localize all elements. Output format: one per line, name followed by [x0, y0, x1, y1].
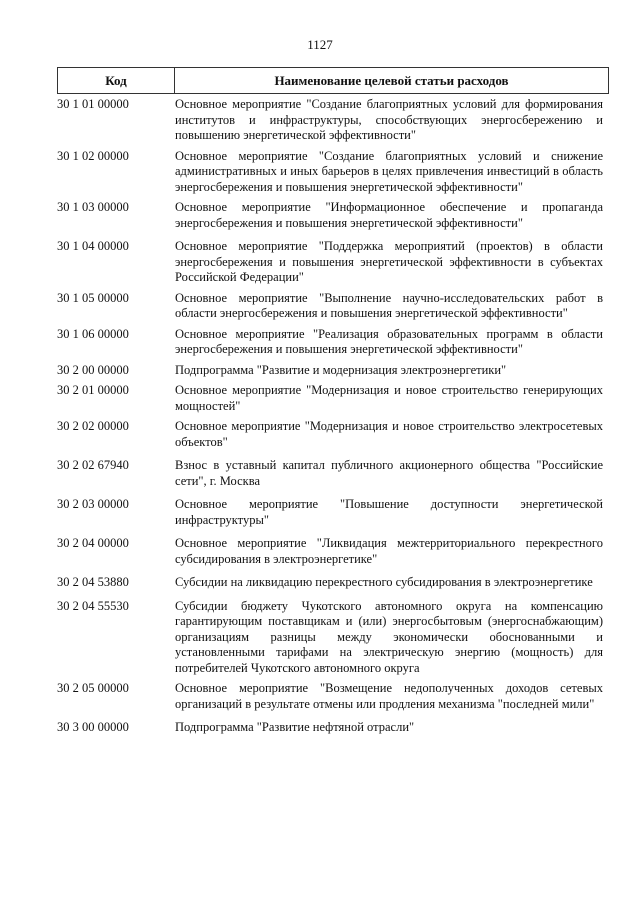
table-row	[57, 327, 609, 358]
row-code: 30 1 06 00000	[57, 326, 129, 341]
row-code: 30 1 02 00000	[57, 148, 129, 163]
row-name: Подпрограмма "Развитие нефтяной отрасли"	[175, 720, 415, 734]
row-name: Взнос в уставный капитал публичного акционерного общества "Российские сети", г. Москва	[175, 458, 603, 488]
row-name: Основное мероприятие "Ликвидация межтерриториального перекрестного субсидирования в электроэнергетике"	[175, 536, 603, 566]
header-code: Код	[58, 68, 175, 93]
row-name: Основное мероприятие "Поддержка мероприятий (проектов) в области энергосбережения и повышения энергетической эффективности в субъектах Российской Федерации"	[175, 239, 603, 284]
page-number: 1127	[307, 37, 333, 52]
row-code: 30 2 05 00000	[57, 681, 129, 695]
row-code: 30 1 03 00000	[57, 200, 129, 214]
row-name: Основное мероприятие "Повышение доступности энергетической инфраструктуры"	[175, 497, 603, 527]
table-row	[57, 149, 609, 196]
row-name: Субсидии бюджету Чукотского автономного округа на компенсацию гарантирующим поставщикам и (или) энергосбытовым (энергоснабжающим) организациям разницы между экономически обоснованными и установленными тарифами на электрическую энергию (мощность) для потребителей Чукотского автономного округа	[175, 598, 603, 675]
row-code: 30 2 01 00000	[57, 383, 129, 397]
table-row	[57, 291, 609, 322]
row-code: 30 1 05 00000	[57, 290, 129, 305]
row-name: Основное мероприятие "Создание благоприятных условий для формирования институтов и инфраструктуры, способствующих энергосбережению и повышению энергетической эффективности"	[175, 97, 603, 142]
row-code: 30 3 00 00000	[57, 720, 129, 734]
table-row	[57, 720, 609, 736]
table-row	[57, 97, 609, 144]
row-name: Субсидии на ликвидацию перекрестного субсидирования в электроэнергетике	[175, 575, 593, 589]
table-row	[57, 536, 609, 567]
row-code: 30 2 03 00000	[57, 497, 129, 511]
table-row	[57, 458, 609, 489]
row-code: 30 2 04 55530	[57, 598, 129, 613]
row-code: 30 1 04 00000	[57, 239, 129, 253]
header-name: Наименование целевой статьи расходов	[274, 73, 509, 88]
row-code: 30 1 01 00000	[57, 97, 129, 111]
row-name: Основное мероприятие "Модернизация и новое строительство электросетевых объектов"	[175, 419, 603, 449]
row-name: Основное мероприятие "Создание благоприятных условий и снижение административных и иных барьеров в целях привлечения инвестиций в область энергосбережения и повышения энергетической эффективности"	[175, 148, 603, 194]
table-row	[57, 239, 609, 286]
table-body	[57, 97, 609, 741]
row-name: Основное мероприятие "Модернизация и новое строительство генерирующих мощностей"	[175, 383, 603, 413]
row-code: 30 2 04 00000	[57, 536, 129, 550]
table-row	[57, 419, 609, 450]
table-row	[57, 599, 609, 677]
row-name: Основное мероприятие "Информационное обеспечение и пропаганда энергосбережения и повышения энергетической эффективности"	[175, 200, 603, 230]
row-code: 30 2 04 53880	[57, 575, 129, 589]
table-row	[57, 575, 609, 591]
table-row	[57, 200, 609, 231]
row-code: 30 2 02 67940	[57, 458, 129, 472]
row-code: 30 2 00 00000	[57, 362, 129, 377]
table-row	[57, 363, 609, 379]
row-name: Подпрограмма "Развитие и модернизация электроэнергетики"	[175, 362, 507, 377]
table-header	[57, 67, 609, 94]
table-row	[57, 383, 609, 414]
row-name: Основное мероприятие "Выполнение научно-исследовательских работ в области энергосбережения и повышения энергетической эффективности"	[175, 290, 603, 320]
row-code: 30 2 02 00000	[57, 419, 129, 433]
row-name: Основное мероприятие "Возмещение недополученных доходов сетевых организаций в результате отмены или продления механизма "последней мили"	[175, 681, 603, 711]
table-row	[57, 497, 609, 528]
row-name: Основное мероприятие "Реализация образовательных программ в области энергосбережения и повышения энергетической эффективности"	[175, 326, 603, 356]
table-row	[57, 681, 609, 712]
